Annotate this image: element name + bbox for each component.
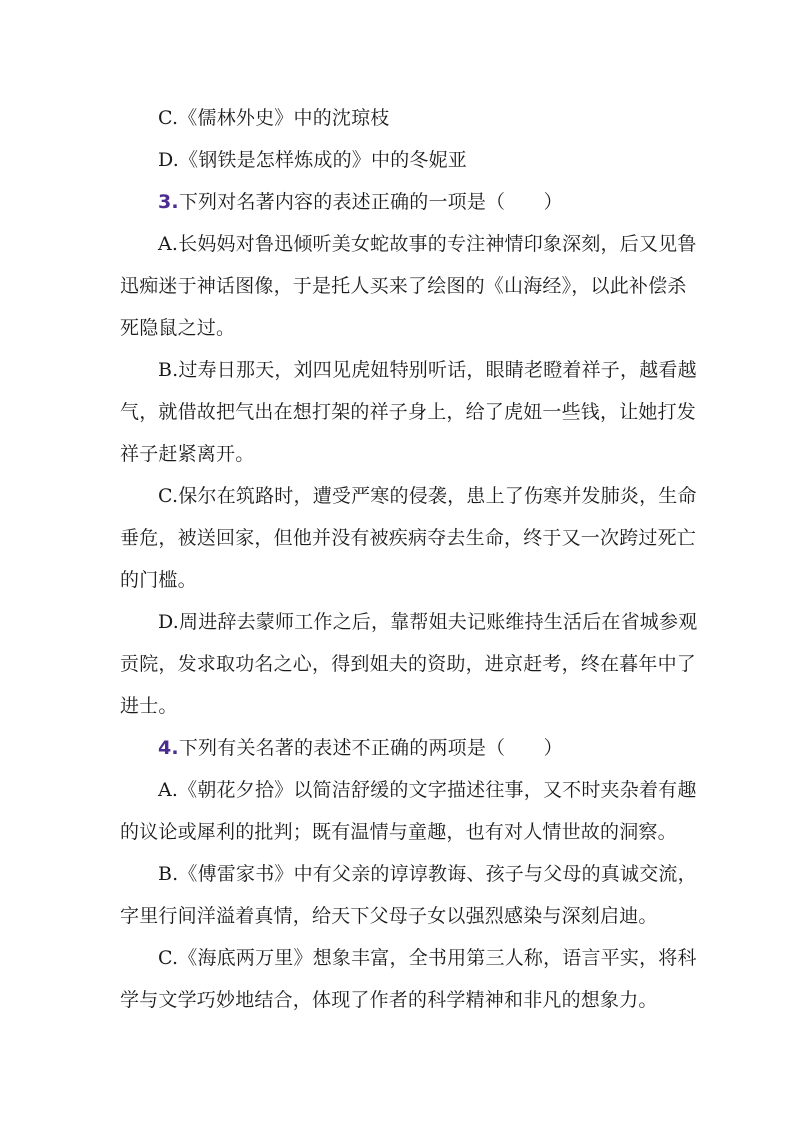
text-line <box>120 652 697 676</box>
text-line <box>120 988 680 1012</box>
text-line <box>158 148 718 172</box>
text-line <box>120 694 680 718</box>
text-line <box>158 484 718 508</box>
line-text: 学与文学巧妙地结合，体现了作者的科学精神和非凡的想象力。 <box>120 989 658 1011</box>
line-text: 祥子赶紧离开。 <box>120 443 255 465</box>
text-line <box>158 232 718 256</box>
text-line <box>158 778 718 802</box>
line-text: C.《儒林外史》中的沈琼枝 <box>158 107 390 129</box>
question-3-stem <box>158 190 718 214</box>
text-line <box>120 274 687 298</box>
line-text: A.《朝花夕拾》以简洁舒缓的文字描述往事，又不时夹杂着有趣 <box>158 779 697 801</box>
line-text: C.《海底两万里》想象丰富，全书用第三人称，语言平实，将科 <box>158 947 697 969</box>
text-line <box>158 862 718 886</box>
line-text: 的门槛。 <box>120 569 197 591</box>
line-text: 迅痴迷于神话图像，于是托人买来了绘图的《山海经》，以此补偿杀 <box>120 275 687 297</box>
text-line <box>158 946 718 970</box>
question-4-stem <box>158 736 718 760</box>
line-text: 字里行间洋溢着真情，给天下父母子女以强烈感染与深刻启迪。 <box>120 905 658 927</box>
text-line <box>158 106 718 130</box>
text-line <box>120 316 680 340</box>
text-line <box>120 526 697 550</box>
text-line <box>120 820 680 844</box>
text-line <box>158 610 718 634</box>
line-text: B.《傅雷家书》中有父亲的谆谆教诲、孩子与父母的真诚交流， <box>158 863 697 885</box>
line-text: 进士。 <box>120 695 178 717</box>
line-text: D.周进辞去蒙师工作之后，靠帮姐夫记账维持生活后在省城参观 <box>158 611 698 633</box>
line-text: 气，就借故把气出在想打架的祥子身上，给了虎妞一些钱，让她打发 <box>120 401 697 423</box>
line-text: 垂危，被送回家，但他并没有被疾病夺去生命，终于又一次跨过死亡 <box>120 527 697 549</box>
line-text: B.过寿日那天，刘四见虎妞特别听话，眼睛老瞪着祥子，越看越 <box>158 359 697 381</box>
line-text: D.《钢铁是怎样炼成的》中的冬妮亚 <box>158 149 467 171</box>
text-line <box>120 442 680 466</box>
line-text: 下列有关名著的表述不正确的两项是（ ） <box>178 737 563 759</box>
text-line <box>120 568 680 592</box>
question-number: 3. <box>158 191 179 213</box>
line-text: 的议论或犀利的批判；既有温情与童趣，也有对人情世故的洞察。 <box>120 821 677 843</box>
question-number: 4. <box>158 737 179 759</box>
line-text: 贡院，发求取功名之心，得到姐夫的资助，进京赶考，终在暮年中了 <box>120 653 697 675</box>
text-line <box>158 358 718 382</box>
line-text: 死隐鼠之过。 <box>120 317 236 339</box>
text-line <box>120 400 697 424</box>
text-line <box>120 904 680 928</box>
line-text: 下列对名著内容的表述正确的一项是（ ） <box>178 191 563 213</box>
line-text: A.长妈妈对鲁迅倾听美女蛇故事的专注神情印象深刻，后又见鲁 <box>158 233 697 255</box>
line-text: C.保尔在筑路时，遭受严寒的侵袭，患上了伤寒并发肺炎，生命 <box>158 485 697 507</box>
